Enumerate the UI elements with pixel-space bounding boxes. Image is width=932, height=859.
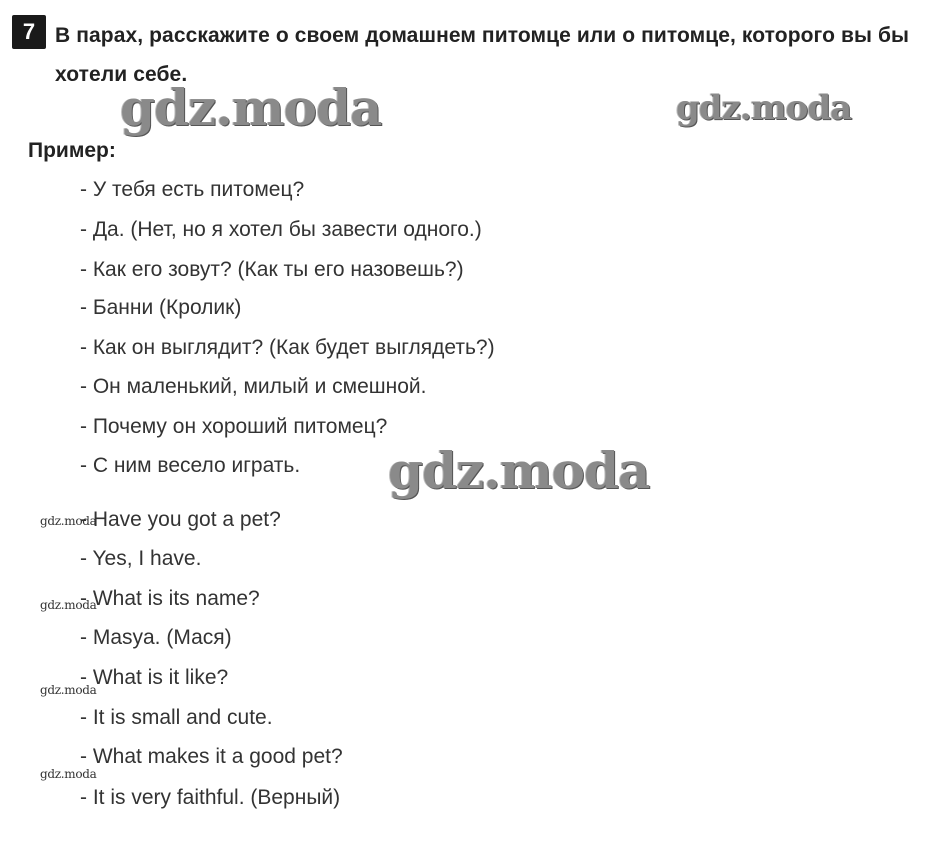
dialogue-line-en: - Have you got a pet? [80, 508, 281, 531]
dialogue-line-en: - Yes, I have. [80, 547, 202, 570]
dialogue-line-en: - It is very faithful. (Верный) [80, 786, 341, 809]
dialogue-line-en: - What is its name? [80, 587, 260, 610]
dialogue-line-ru: - Как он выглядит? (Как будет выглядеть?) [80, 336, 495, 359]
dialogue-line-ru: - С ним весело играть. [80, 454, 301, 477]
dialogue-line-en: - What makes it a good pet? [80, 745, 343, 768]
dialogue-line-ru: - Банни (Кролик) [80, 296, 242, 319]
dialogue-line-ru: - Как его зовут? (Как ты его назовешь?) [80, 258, 464, 281]
exercise-instruction: В парах, расскажите о своем домашнем питомце или о питомце, которого вы бы хотели себе. [55, 24, 910, 86]
watermark-logo: gdz.moda [120, 78, 382, 137]
example-label: Пример: [28, 139, 116, 162]
watermark-logo-small: gdz.moda [40, 767, 97, 781]
dialogue-line-ru: - У тебя есть питомец? [80, 178, 305, 201]
watermark-logo: gdz.moda [676, 88, 852, 128]
watermark-logo-small: gdz.moda [40, 683, 97, 697]
watermark-logo-small: gdz.moda [40, 598, 97, 612]
exercise-number-badge: 7 [12, 15, 46, 49]
watermark-logo-small: gdz.moda [40, 514, 97, 528]
dialogue-line-en: - What is it like? [80, 666, 229, 689]
dialogue-line-en: - It is small and cute. [80, 706, 273, 729]
dialogue-line-en: - Masya. (Мася) [80, 626, 232, 649]
watermark-logo: gdz.moda [388, 441, 650, 500]
dialogue-line-ru: - Да. (Нет, но я хотел бы завести одного.) [80, 218, 482, 241]
dialogue-line-ru: - Почему он хороший питомец? [80, 415, 388, 438]
dialogue-line-ru: - Он маленький, милый и смешной. [80, 375, 427, 398]
